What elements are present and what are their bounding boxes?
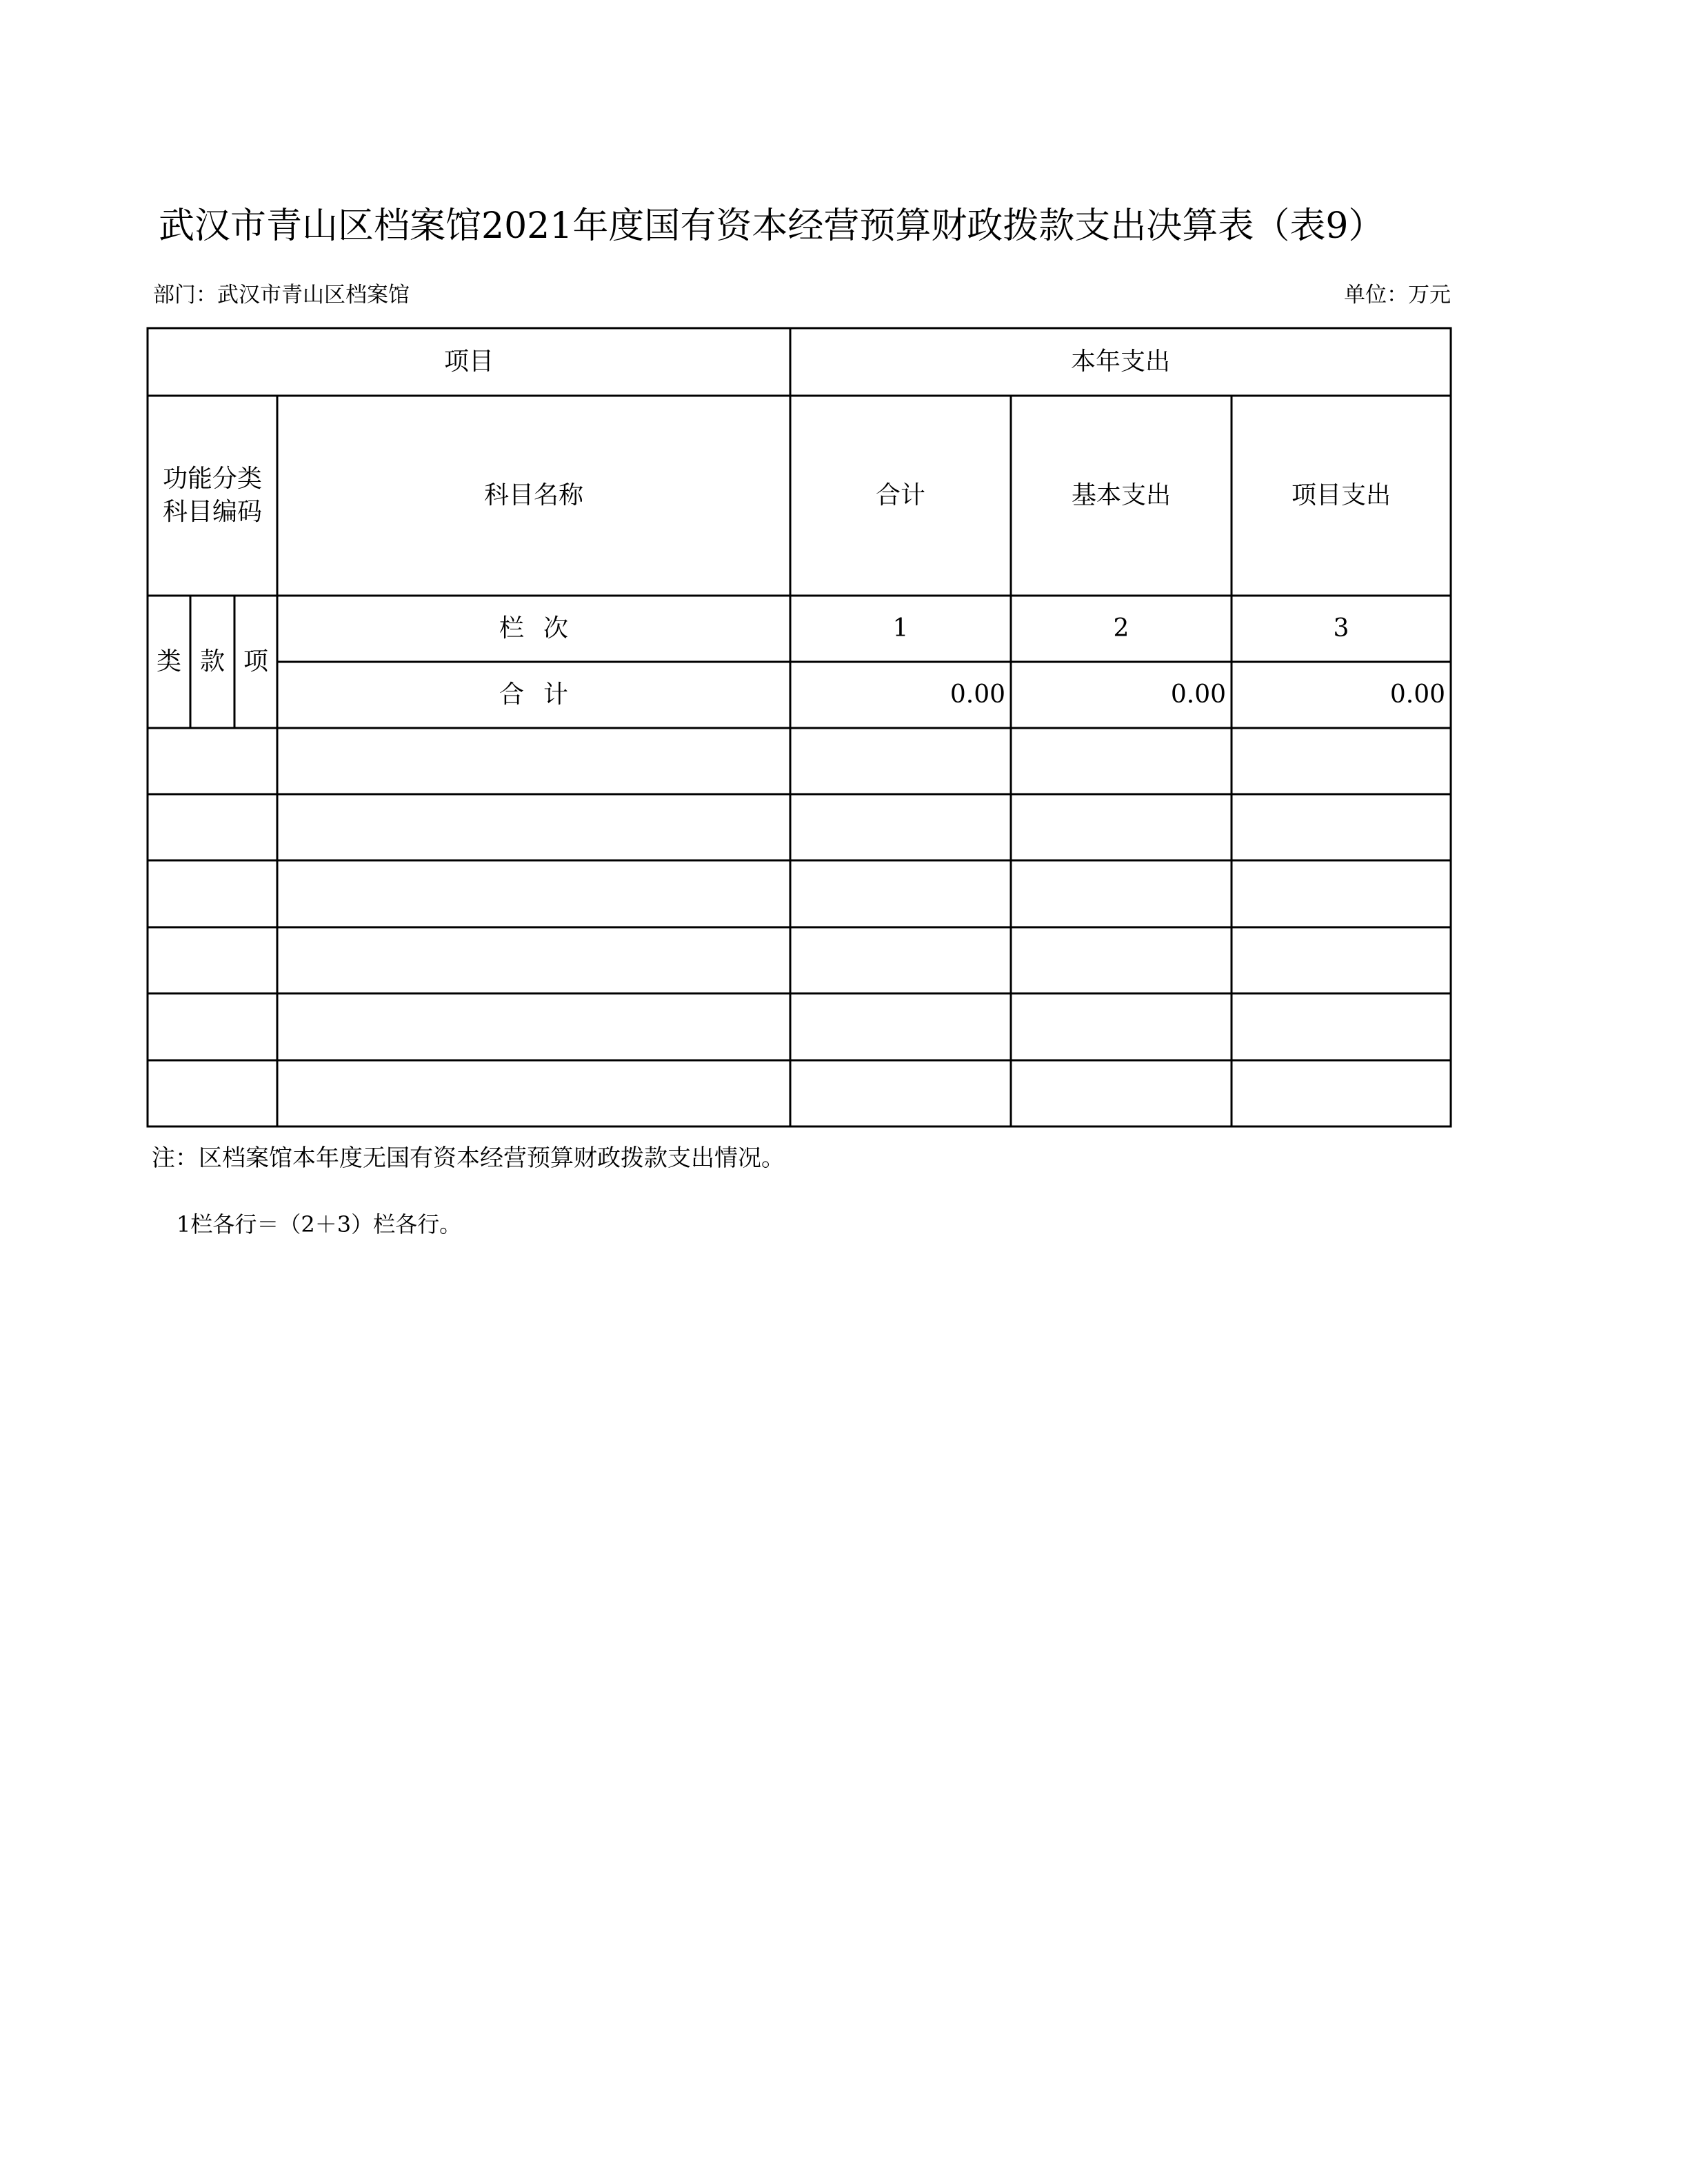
item-label: 项 [243, 647, 268, 676]
function-code-line2: 科目编码 [162, 498, 262, 526]
total-value-3: 0.00 [1389, 680, 1445, 709]
column-number-1: 1 [892, 614, 909, 643]
section-label: 款 [199, 647, 225, 676]
function-code-line1: 功能分类 [162, 465, 262, 493]
note-line-2: 1栏各行＝（2＋3）栏各行。 [177, 1211, 462, 1237]
subject-name-header: 科目名称 [483, 481, 583, 509]
column-number-3: 3 [1333, 614, 1349, 643]
unit-label: 单位：万元 [1344, 283, 1451, 307]
header-item: 项目 [443, 347, 494, 376]
department-label: 部门：武汉市青山区档案馆 [153, 283, 410, 307]
note-line-1: 注：区档案馆本年度无国有资本经营预算财政拨款支出情况。 [152, 1144, 785, 1172]
class-label: 类 [156, 647, 181, 676]
total-value-2: 0.00 [1170, 680, 1226, 709]
header-current-year: 本年支出 [1070, 347, 1170, 376]
column-order-label: 栏次 [499, 614, 587, 643]
total-value-1: 0.00 [950, 680, 1005, 709]
function-code-header [148, 396, 277, 596]
total-row-label: 合计 [499, 680, 587, 709]
project-expenditure-header: 项目支出 [1291, 481, 1391, 509]
basic-expenditure-header: 基本支出 [1071, 481, 1171, 509]
column-number-2: 2 [1113, 614, 1129, 643]
total-header: 合计 [875, 481, 925, 509]
page-title: 武汉市青山区档案馆2021年度国有资本经营预算财政拨款支出决算表（表9） [159, 205, 1385, 247]
